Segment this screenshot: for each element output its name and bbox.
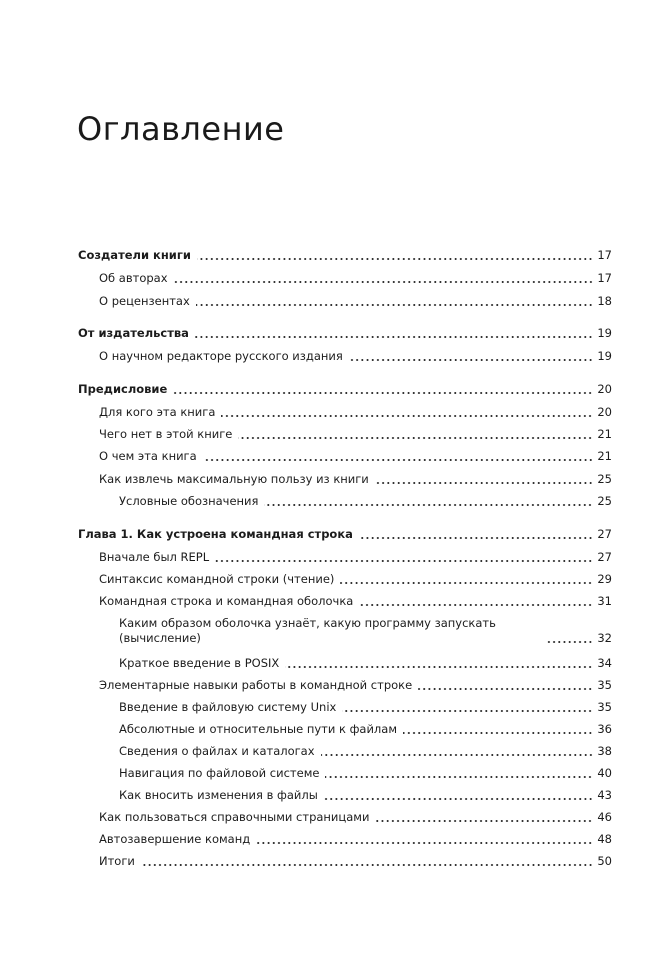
dot-leader xyxy=(256,842,593,844)
toc-entry-title: Каким образом оболочка узнаёт, какую программу запускать (вычисление) xyxy=(119,616,496,645)
toc-entry[interactable] xyxy=(119,744,612,759)
dot-leader xyxy=(141,864,593,866)
toc-entry-title: Синтаксис командной строки (чтение) xyxy=(99,572,335,586)
toc-entry[interactable] xyxy=(78,382,612,397)
dot-leader xyxy=(203,459,593,461)
dot-leader xyxy=(238,437,593,439)
toc-entry-title: Чего нет в этой книге xyxy=(99,427,233,441)
dot-leader xyxy=(174,281,593,283)
toc-entry-title: Автозавершение команд xyxy=(99,832,251,846)
toc-entry-page: 21 xyxy=(597,427,612,441)
toc-entry-page: 31 xyxy=(597,594,612,608)
toc-entry[interactable] xyxy=(78,326,612,341)
toc-entry-title: О рецензентах xyxy=(99,294,190,308)
toc-entry-title: Краткое введение в POSIX xyxy=(119,656,280,670)
toc-entry-page: 27 xyxy=(597,527,612,541)
toc-entry-title: О научном редакторе русского издания xyxy=(99,349,343,363)
toc-entry[interactable] xyxy=(78,527,612,542)
toc-entry[interactable] xyxy=(78,248,612,263)
dot-leader xyxy=(359,604,593,606)
toc-entry-title: Командная строка и командная оболочка xyxy=(99,594,354,608)
dot-leader xyxy=(349,359,593,361)
toc-entry-page: 35 xyxy=(597,678,612,692)
toc-entry[interactable] xyxy=(99,472,612,487)
toc-entry[interactable] xyxy=(119,788,612,803)
dot-leader xyxy=(340,582,593,584)
dot-leader xyxy=(418,688,593,690)
toc-entry[interactable] xyxy=(99,854,612,869)
dot-leader xyxy=(215,560,593,562)
toc-entry[interactable] xyxy=(99,427,612,442)
dot-leader xyxy=(321,754,593,756)
dot-leader xyxy=(197,258,593,260)
dot-leader xyxy=(285,666,593,668)
toc-entry-page: 46 xyxy=(597,810,612,824)
toc-entry[interactable] xyxy=(99,449,612,464)
toc-entry[interactable] xyxy=(119,700,612,715)
dot-leader xyxy=(195,336,593,338)
toc-entry-title: Элементарные навыки работы в командной строке xyxy=(99,678,413,692)
toc-entry-page: 20 xyxy=(597,382,612,396)
toc-entry-page: 27 xyxy=(597,550,612,564)
toc-entry[interactable] xyxy=(119,494,612,509)
toc-entry-title: Абсолютные и относительные пути к файлам xyxy=(119,722,398,736)
dot-leader xyxy=(375,482,593,484)
toc-entry-page: 17 xyxy=(597,271,612,285)
toc-entry-page: 25 xyxy=(597,494,612,508)
toc-entry[interactable] xyxy=(99,294,612,309)
toc-entry-page: 36 xyxy=(597,722,612,736)
dot-leader xyxy=(196,304,593,306)
toc-entry-page: 43 xyxy=(597,788,612,802)
toc-entry-page: 19 xyxy=(597,349,612,363)
toc-entry-page: 48 xyxy=(597,832,612,846)
dot-leader xyxy=(221,415,593,417)
toc-entry-page: 29 xyxy=(597,572,612,586)
toc-entry-title: Как извлечь максимальную пользу из книги xyxy=(99,472,369,486)
toc-entry-page: 38 xyxy=(597,744,612,758)
toc-entry-page: 34 xyxy=(597,656,612,670)
toc-entry[interactable] xyxy=(99,271,612,286)
toc-entry-page: 20 xyxy=(597,405,612,419)
toc-entry[interactable] xyxy=(99,405,612,420)
toc-entry-page: 19 xyxy=(597,326,612,340)
dot-leader xyxy=(325,776,593,778)
toc-entry-page: 25 xyxy=(597,472,612,486)
toc-entry-page: 17 xyxy=(597,248,612,262)
toc-entry-page: 35 xyxy=(597,700,612,714)
toc-entry-title: Об авторах xyxy=(99,271,168,285)
toc-entry[interactable] xyxy=(99,349,612,364)
dot-leader xyxy=(375,820,593,822)
toc-entry-title: Как вносить изменения в файлы xyxy=(119,788,318,802)
dot-leader xyxy=(342,710,593,712)
toc-entry[interactable] xyxy=(99,550,612,565)
toc-entry[interactable] xyxy=(99,594,612,609)
toc-entry-title: Предисловие xyxy=(78,382,168,396)
toc-entry[interactable] xyxy=(99,832,612,847)
dot-leader xyxy=(403,732,593,734)
dot-leader xyxy=(173,392,593,394)
toc-entry-page: 40 xyxy=(597,766,612,780)
toc-entry[interactable] xyxy=(119,766,612,781)
toc-entry-page: 50 xyxy=(597,854,612,868)
dot-leader xyxy=(264,504,593,506)
toc-entry-page: 21 xyxy=(597,449,612,463)
toc-entry-title: Сведения о файлах и каталогах xyxy=(119,744,315,758)
toc-entry-title: Создатели книги xyxy=(78,248,191,262)
toc-entry-title: От издательства xyxy=(78,326,189,340)
toc-entry-title: Итоги xyxy=(99,854,135,868)
toc-entry[interactable] xyxy=(119,616,612,646)
toc-entry-page: 32 xyxy=(597,631,612,645)
dot-leader xyxy=(324,798,593,800)
toc-entry-title: Введение в файловую систему Unix xyxy=(119,700,337,714)
page-title: Оглавление xyxy=(77,110,285,148)
toc-entry[interactable] xyxy=(99,810,612,825)
toc-entry-title: Вначале был REPL xyxy=(99,550,210,564)
toc-entry-title: Для кого эта книга xyxy=(99,405,216,419)
toc-entry-title: О чем эта книга xyxy=(99,449,197,463)
toc-entry-title: Навигация по файловой системе xyxy=(119,766,320,780)
toc-entry-page: 18 xyxy=(597,294,612,308)
toc-entry[interactable] xyxy=(99,678,612,693)
toc-entry-title: Как пользоваться справочными страницами xyxy=(99,810,370,824)
dot-leader xyxy=(359,537,593,539)
toc-entry[interactable] xyxy=(119,722,612,737)
toc-entry-title: Условные обозначения xyxy=(119,494,259,508)
dot-leader xyxy=(545,641,593,643)
toc-entry-title: Глава 1. Как устроена командная строка xyxy=(78,527,353,541)
toc-entry[interactable] xyxy=(99,572,612,587)
toc-entry[interactable] xyxy=(119,656,612,671)
